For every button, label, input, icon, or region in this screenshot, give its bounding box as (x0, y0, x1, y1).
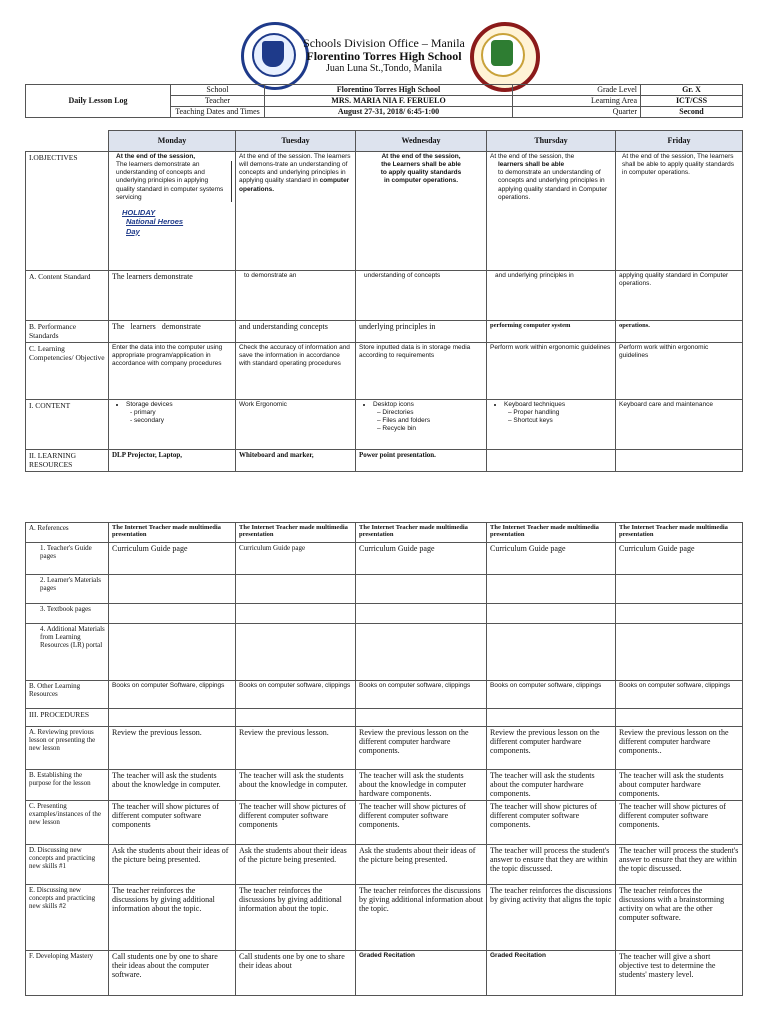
info-value-area: ICT/CSS (641, 96, 743, 107)
objectives-monday-intro: At the end of the session, (116, 153, 196, 160)
developing-mastery-wednesday: Graded Recitation (356, 950, 487, 995)
day-header-tuesday: Tuesday (236, 131, 356, 152)
content-wednesday-sub-2: – Files and folders (377, 417, 431, 424)
content-tuesday: Work Ergonomic (236, 399, 356, 449)
objectives-thursday (487, 152, 616, 271)
procedures-friday (616, 709, 743, 727)
reviewing-friday: Review the previous lesson on the different computer hardware components.. (616, 727, 743, 770)
competencies-tuesday: Check the accuracy of information and save the information in accordance with standard operating procedures (236, 342, 356, 399)
info-label-quarter: Quarter (513, 107, 641, 118)
other-resources-monday: Books on computer Software, clippings (109, 681, 236, 709)
textbook-label: 3. Textbook pages (26, 604, 109, 624)
performance-wednesday: underlying principles in (356, 321, 487, 343)
objectives-monday (109, 152, 236, 271)
reviewing-monday: Review the previous lesson. (109, 727, 236, 770)
procedures-monday (109, 709, 236, 727)
info-table (25, 84, 743, 118)
learners-materials-friday (616, 575, 743, 604)
day-corner (26, 131, 109, 152)
performance-standards-label: B. Performance Standards (26, 321, 109, 343)
day-header-monday: Monday (109, 131, 236, 152)
developing-mastery-friday: The teacher will give a short objective test to determine the students' mastery level. (616, 950, 743, 995)
teachers-guide-friday: Curriculum Guide page (616, 543, 743, 575)
learning-resources-label: II. LEARNING RESOURCES (26, 449, 109, 471)
presenting-thursday: The teacher will show pictures of different computer software components. (487, 800, 616, 844)
discussing-1-friday: The teacher will process the student's answer to ensure that they are within the topic discussed. (616, 844, 743, 884)
teachers-guide-monday: Curriculum Guide page (109, 543, 236, 575)
reviewing-label: A. Reviewing previous lesson or presenting the new lesson (26, 727, 109, 770)
additional-materials-wednesday (356, 624, 487, 681)
references-wednesday: The Internet Teacher made multimedia presentation (356, 523, 487, 543)
textbook-tuesday (236, 604, 356, 624)
objectives-tuesday-body: At the end of the session. The learners will demons-trate an understanding of concepts and underlying principles in applying quality standard in (239, 153, 351, 185)
content-wednesday-bullet: • Desktop icons (373, 401, 483, 409)
other-resources-wednesday: Books on computer software, clippings (356, 681, 487, 709)
content-standard-wednesday: understanding of concepts (356, 271, 487, 321)
info-label-area: Learning Area (513, 96, 641, 107)
learners-materials-monday (109, 575, 236, 604)
competencies-thursday: Perform work within ergonomic guidelines (487, 342, 616, 399)
references-thursday: The Internet Teacher made multimedia presentation (487, 523, 616, 543)
division-office-title: Schools Division Office – Manila (303, 36, 465, 50)
teachers-guide-wednesday: Curriculum Guide page (356, 543, 487, 575)
discussing-1-thursday: The teacher will process the student's answer to ensure that they are within the topic discussed. (487, 844, 616, 884)
additional-materials-label: 4. Additional Materials from Learning Resources (LR) portal (26, 624, 109, 681)
references-monday: The Internet Teacher made multimedia presentation (109, 523, 236, 543)
resources-thursday (487, 449, 616, 471)
competencies-label: C. Learning Competencies/ Objective (26, 342, 109, 399)
objectives-table (25, 130, 743, 472)
learners-materials-label: 2. Learner's Materials pages (26, 575, 109, 604)
info-label-teacher: Teacher (171, 96, 265, 107)
objectives-wednesday-l1: At the end of the session, (381, 153, 461, 160)
additional-materials-monday (109, 624, 236, 681)
developing-mastery-thursday: Graded Recitation (487, 950, 616, 995)
objectives-monday-body: The learners demonstrate an understanding of concepts and underlying principles in applying quality standard in computer systems servicing (112, 161, 232, 202)
objectives-wednesday-l3: to apply quality standards (380, 169, 462, 177)
learners-materials-tuesday (236, 575, 356, 604)
procedures-tuesday (236, 709, 356, 727)
info-value-quarter: Second (641, 107, 743, 118)
presenting-tuesday: The teacher will show pictures of different computer software components (236, 800, 356, 844)
discussing-1-label: D. Discussing new concepts and practicing new skills #1 (26, 844, 109, 884)
resources-friday (616, 449, 743, 471)
objectives-thursday-body: to demonstrate an understanding of concepts and underlying principles in applying quality standard in Computer operations. (498, 169, 608, 201)
establishing-thursday: The teacher will ask the students about the computer hardware components. (487, 770, 616, 801)
developing-mastery-monday: Call students one by one to share their ideas about the computer software. (109, 950, 236, 995)
content-standard-friday: applying quality standard in Computer operations. (616, 271, 743, 321)
day-header-friday: Friday (616, 131, 743, 152)
objectives-tuesday-bold: computer operations. (239, 177, 350, 193)
content-monday (109, 399, 236, 449)
discussing-2-wednesday: The teacher reinforces the discussions by giving additional information about the topic. (356, 884, 487, 950)
discussing-1-monday: Ask the students about their ideas of the picture being presented. (109, 844, 236, 884)
textbook-thursday (487, 604, 616, 624)
info-value-dates: August 27-31, 2018/ 6:45-1:00 (265, 107, 513, 118)
resources-tuesday: Whiteboard and marker, (236, 449, 356, 471)
content-standard-label: A. Content Standard (26, 271, 109, 321)
establishing-wednesday: The teacher will ask the students about the knowledge in computer hardware components. (356, 770, 487, 801)
info-label-school: School (171, 85, 265, 96)
procedures-wednesday (356, 709, 487, 727)
establishing-label: B. Establishing the purpose for the lesson (26, 770, 109, 801)
info-label-grade: Grade Level (513, 85, 641, 96)
other-resources-tuesday: Books on computer software, clippings (236, 681, 356, 709)
textbook-friday (616, 604, 743, 624)
holiday-name-2: Day (126, 226, 140, 236)
reviewing-wednesday: Review the previous lesson on the different computer hardware components. (356, 727, 487, 770)
info-value-grade: Gr. X (641, 85, 743, 96)
objectives-thursday-l1: At the end of the session, the (490, 153, 575, 160)
performance-tuesday: and understanding concepts (236, 321, 356, 343)
teachers-guide-label: 1. Teacher's Guide pages (26, 543, 109, 575)
objectives-friday: At the end of the session, The learners shall be able to apply quality standards in computer operations. (616, 152, 743, 271)
discussing-1-wednesday: Ask the students about their ideas of the picture being presented. (356, 844, 487, 884)
content-wednesday (356, 399, 487, 449)
establishing-friday: The teacher will ask the students about computer hardware components. (616, 770, 743, 801)
procedures-table (25, 522, 743, 996)
content-wednesday-sub-3: – Recycle bin (377, 425, 417, 433)
learners-materials-wednesday (356, 575, 487, 604)
other-resources-label: B. Other Learning Resources (26, 681, 109, 709)
establishing-monday: The teacher will ask the students about the knowledge in computer. (109, 770, 236, 801)
holiday-label: HOLIDAY (122, 207, 156, 217)
content-thursday-bullet: • Keyboard techniques (504, 401, 612, 409)
developing-mastery-label: F. Developing Mastery (26, 950, 109, 995)
objectives-wednesday-l4: in computer operations. (383, 177, 459, 185)
content-monday-sub-1: - primary (130, 408, 156, 416)
objectives-wednesday-l2: the Learners shall be able (381, 161, 461, 169)
discussing-2-thursday: The teacher reinforces the discussions by giving activity that aligns the topic (487, 884, 616, 950)
resources-wednesday: Power point presentation. (356, 449, 487, 471)
competencies-friday: Perform work within ergonomic guidelines (616, 342, 743, 399)
content-thursday-sub-2: – Shortcut keys (508, 417, 553, 424)
textbook-monday (109, 604, 236, 624)
objectives-thursday-l2: learners shall be able (498, 161, 565, 169)
content-wednesday-sub-1: – Directories (377, 408, 414, 416)
other-resources-friday: Books on computer software, clippings (616, 681, 743, 709)
textbook-wednesday (356, 604, 487, 624)
references-friday: The Internet Teacher made multimedia presentation (616, 523, 743, 543)
other-resources-thursday: Books on computer software, clippings (487, 681, 616, 709)
discussing-2-tuesday: The teacher reinforces the discussions by giving additional information about the topic. (236, 884, 356, 950)
developing-mastery-tuesday: Call students one by one to share their ideas about (236, 950, 356, 995)
objectives-label: I.OBJECTIVES (26, 152, 109, 271)
discussing-2-label: E. Discussing new concepts and practicing new skills #2 (26, 884, 109, 950)
holiday-name-1: National Heroes (126, 217, 184, 227)
info-value-school: Florentino Torres High School (265, 85, 513, 96)
teachers-guide-tuesday: Curriculum Guide page (236, 543, 356, 575)
dll-title: Daily Lesson Log (26, 85, 171, 118)
procedures-thursday (487, 709, 616, 727)
performance-friday: operations. (616, 321, 743, 343)
reviewing-tuesday: Review the previous lesson. (236, 727, 356, 770)
additional-materials-friday (616, 624, 743, 681)
content-monday-sub-2: - secondary (130, 417, 164, 424)
performance-monday: The learners demonstrate (109, 321, 236, 343)
resources-monday: DLP Projector, Laptop, (109, 449, 236, 471)
content-standard-thursday: and underlying principles in (487, 271, 616, 321)
day-header-wednesday: Wednesday (356, 131, 487, 152)
day-header-thursday: Thursday (487, 131, 616, 152)
content-standard-tuesday: to demonstrate an (236, 271, 356, 321)
competencies-wednesday: Store inputted data is in storage media according to requirements (356, 342, 487, 399)
content-thursday (487, 399, 616, 449)
reviewing-thursday: Review the previous lesson on the different computer hardware components. (487, 727, 616, 770)
discussing-1-tuesday: Ask the students about their ideas of the picture being presented. (236, 844, 356, 884)
content-monday-bullet: • Storage devices (126, 401, 232, 409)
establishing-tuesday: The teacher will ask the students about the knowledge in computer. (236, 770, 356, 801)
info-label-dates: Teaching Dates and Times (171, 107, 265, 118)
presenting-monday: The teacher will show pictures of different computer software components (109, 800, 236, 844)
content-label: I. CONTENT (26, 399, 109, 449)
content-friday: Keyboard care and maintenance (616, 399, 743, 449)
presenting-label: C. Presenting examples/instances of the new lesson (26, 800, 109, 844)
objectives-tuesday (236, 152, 356, 271)
performance-thursday: performing computer system (487, 321, 616, 343)
teachers-guide-thursday: Curriculum Guide page (487, 543, 616, 575)
school-address: Juan Luna St.,Tondo, Manila (326, 63, 442, 74)
references-tuesday: The Internet Teacher made multimedia presentation (236, 523, 356, 543)
objectives-wednesday (356, 152, 487, 271)
learners-materials-thursday (487, 575, 616, 604)
additional-materials-tuesday (236, 624, 356, 681)
additional-materials-thursday (487, 624, 616, 681)
presenting-wednesday: The teacher will show pictures of different computer software components. (356, 800, 487, 844)
school-name-title: Florentino Torres High School (306, 49, 462, 63)
discussing-2-friday: The teacher reinforces the discussions with a brainstorming activity on what are the other computer software. (616, 884, 743, 950)
content-thursday-sub-1: – Proper handling (508, 408, 560, 416)
presenting-friday: The teacher will show pictures of different computer software components. (616, 800, 743, 844)
procedures-label: III. PROCEDURES (26, 709, 109, 727)
info-value-teacher: MRS. MARIA NIA F. FERUELO (265, 96, 513, 107)
content-standard-monday: The learners demonstrate (109, 271, 236, 321)
competencies-monday: Enter the data into the computer using appropriate program/application in accordance with company procedures (109, 342, 236, 399)
references-label: A. References (26, 523, 109, 543)
discussing-2-monday: The teacher reinforces the discussions by giving additional information about the topic. (109, 884, 236, 950)
